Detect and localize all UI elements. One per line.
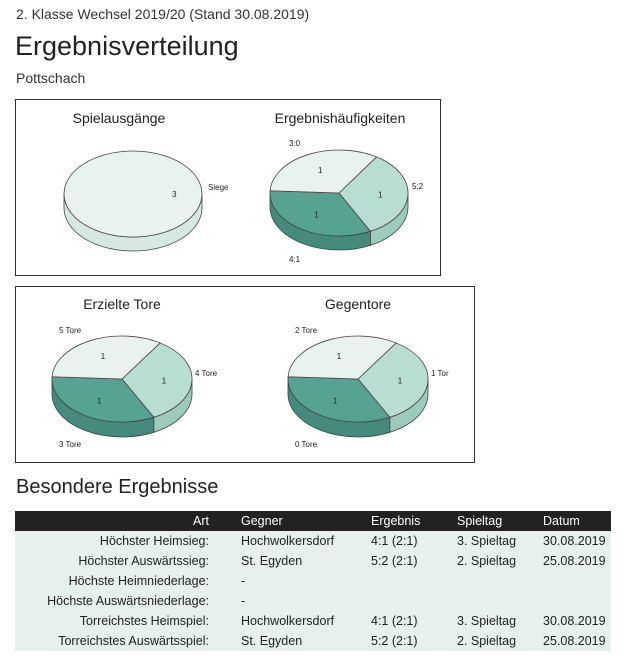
slice-value-label: 1 bbox=[336, 352, 342, 362]
cell-gegner: Hochwolkersdorf bbox=[237, 531, 367, 551]
cell-datum: 30.08.2019 bbox=[539, 611, 611, 631]
table-row bbox=[15, 571, 611, 591]
slice-category-label: 4 Tore bbox=[195, 369, 218, 378]
cell-spieltag: 3. Spieltag bbox=[453, 611, 539, 631]
pie-spielausgaenge bbox=[64, 151, 229, 251]
chart-title-gegentore: Gegentore bbox=[324, 296, 392, 312]
cell-datum bbox=[539, 591, 611, 611]
table-header-row bbox=[15, 511, 611, 531]
slice-value-label: 1 bbox=[100, 352, 106, 362]
team-name: Pottschach bbox=[16, 70, 86, 86]
col-header-gegner: Gegner bbox=[237, 511, 367, 531]
col-header-art: Art bbox=[15, 511, 237, 531]
cell-datum: 25.08.2019 bbox=[539, 551, 611, 571]
cell-art: Höchster Auswärtssieg: bbox=[15, 551, 237, 571]
slice-value-label: 3 bbox=[172, 190, 177, 199]
cell-art: Torreichstes Heimspiel: bbox=[15, 611, 237, 631]
cell-datum: 30.08.2019 bbox=[539, 531, 611, 551]
chart-panel-goals bbox=[15, 286, 475, 463]
cell-spieltag: 2. Spieltag bbox=[453, 551, 539, 571]
slice-category-label: 3:0 bbox=[289, 139, 301, 148]
cell-datum: 25.08.2019 bbox=[539, 631, 611, 651]
pie-erzielte-tore bbox=[52, 326, 218, 449]
cell-spieltag bbox=[453, 571, 539, 591]
table-row bbox=[15, 531, 611, 551]
cell-gegner: Hochwolkersdorf bbox=[237, 611, 367, 631]
cell-ergebnis: 5:2 (2:1) bbox=[367, 551, 453, 571]
cell-gegner: - bbox=[237, 571, 367, 591]
col-header-spieltag: Spieltag bbox=[453, 511, 539, 531]
slice-category-label: 5 Tore bbox=[59, 326, 82, 335]
slice-category-label: 2 Tore bbox=[295, 326, 318, 335]
cell-datum bbox=[539, 571, 611, 591]
slice-value-label: 1 bbox=[314, 210, 319, 220]
slice-category-label: 5:2 bbox=[412, 182, 424, 191]
cell-gegner: St. Egyden bbox=[237, 631, 367, 651]
slice-value-label: 1 bbox=[161, 376, 167, 386]
col-header-ergebnis: Ergebnis bbox=[367, 511, 453, 531]
cell-ergebnis bbox=[367, 591, 453, 611]
cell-spieltag: 3. Spieltag bbox=[453, 531, 539, 551]
table-row bbox=[15, 551, 611, 571]
table-row bbox=[15, 631, 611, 651]
cell-ergebnis: 4:1 (2:1) bbox=[367, 611, 453, 631]
col-header-datum: Datum bbox=[539, 511, 611, 531]
chart-title-ergebnishaeufigkeiten: Ergebnishäufigkeiten bbox=[274, 110, 406, 126]
slice-category-label: 3 Tore bbox=[59, 440, 82, 449]
slice-value-label: 1 bbox=[397, 376, 403, 386]
cell-ergebnis: 4:1 (2:1) bbox=[367, 531, 453, 551]
cell-spieltag: 2. Spieltag bbox=[453, 631, 539, 651]
pie-ergebnishaeufigkeiten bbox=[270, 139, 424, 264]
chart-pair-goals bbox=[16, 287, 474, 462]
pie-gegentore bbox=[288, 326, 449, 449]
cell-art: Höchste Heimniederlage: bbox=[15, 571, 237, 591]
table-row bbox=[15, 611, 611, 631]
cell-spieltag bbox=[453, 591, 539, 611]
competition-subheader: 2. Klasse Wechsel 2019/20 (Stand 30.08.2019) bbox=[16, 6, 310, 22]
slice-category-label: 0 Tore bbox=[295, 440, 318, 449]
slice-category-label: Siege bbox=[208, 183, 229, 192]
table-row bbox=[15, 591, 611, 611]
slice-value-label: 1 bbox=[96, 396, 102, 406]
page-title: Ergebnisverteilung bbox=[15, 31, 239, 61]
cell-art: Höchste Auswärtsniederlage: bbox=[15, 591, 237, 611]
cell-art: Torreichstes Auswärtsspiel: bbox=[15, 631, 237, 651]
cell-ergebnis bbox=[367, 571, 453, 591]
pie-slice-0-0 bbox=[64, 151, 202, 237]
slice-value-label: 1 bbox=[378, 190, 383, 200]
cell-gegner: - bbox=[237, 591, 367, 611]
chart-panel-results bbox=[15, 99, 441, 276]
cell-gegner: St. Egyden bbox=[237, 551, 367, 571]
chart-title-erzielte-tore: Erzielte Tore bbox=[83, 296, 161, 312]
slice-value-label: 1 bbox=[332, 396, 338, 406]
chart-title-spielausgaenge: Spielausgänge bbox=[72, 110, 166, 126]
slice-category-label: 1 Tor bbox=[431, 369, 449, 378]
slice-value-label: 1 bbox=[317, 166, 323, 176]
cell-art: Höchster Heimsieg: bbox=[15, 531, 237, 551]
special-results-heading: Besondere Ergebnisse bbox=[16, 476, 219, 498]
chart-pair-results bbox=[16, 100, 440, 275]
slice-category-label: 4:1 bbox=[289, 255, 301, 264]
cell-ergebnis: 5:2 (2:1) bbox=[367, 631, 453, 651]
special-results-table bbox=[15, 511, 611, 651]
